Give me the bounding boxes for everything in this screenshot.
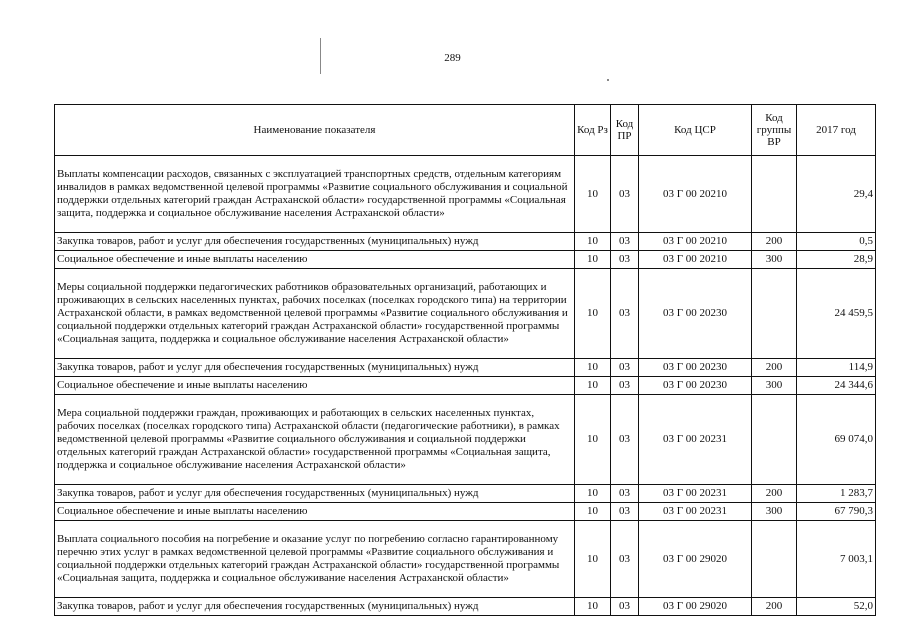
row-name: Закупка товаров, работ и услуг для обеспечения государственных (муниципальных) нужд bbox=[55, 485, 575, 503]
row-csr: 03 Г 00 20210 bbox=[639, 251, 752, 269]
row-csr: 03 Г 00 20231 bbox=[639, 503, 752, 521]
row-rz: 10 bbox=[575, 521, 611, 598]
row-value: 114,9 bbox=[797, 359, 876, 377]
row-vr bbox=[752, 156, 797, 233]
header-vr: Код группы ВР bbox=[752, 105, 797, 156]
row-pr: 03 bbox=[611, 598, 639, 616]
table-row bbox=[55, 503, 876, 521]
row-name: Закупка товаров, работ и услуг для обеспечения государственных (муниципальных) нужд bbox=[55, 598, 575, 616]
row-rz: 10 bbox=[575, 233, 611, 251]
row-pr: 03 bbox=[611, 521, 639, 598]
row-vr: 200 bbox=[752, 485, 797, 503]
table-row bbox=[55, 269, 876, 359]
row-value: 24 344,6 bbox=[797, 377, 876, 395]
header-pr: Код ПР bbox=[611, 105, 639, 156]
row-vr: 200 bbox=[752, 359, 797, 377]
row-csr: 03 Г 00 20230 bbox=[639, 269, 752, 359]
row-name: Выплата социального пособия на погребение и оказание услуг по погребению согласно гарантированному перечню этих услуг в рамках ведомственной целевой программы «Развитие социального обслуживания и социальной поддержки отдельных категорий граждан Астраханской области» государственной программы «Социальная защита, поддержка и социальное обслуживание населения Астраханской области» bbox=[55, 521, 575, 598]
table-header-row bbox=[55, 105, 876, 156]
scan-artifact-line bbox=[320, 38, 321, 74]
row-csr: 03 Г 00 20231 bbox=[639, 485, 752, 503]
row-name: Социальное обеспечение и иные выплаты населению bbox=[55, 251, 575, 269]
row-rz: 10 bbox=[575, 503, 611, 521]
row-value: 69 074,0 bbox=[797, 395, 876, 485]
header-name: Наименование показателя bbox=[55, 105, 575, 156]
header-csr: Код ЦСР bbox=[639, 105, 752, 156]
row-value: 67 790,3 bbox=[797, 503, 876, 521]
row-rz: 10 bbox=[575, 156, 611, 233]
table-row bbox=[55, 485, 876, 503]
row-name: Меры социальной поддержки педагогических работников образовательных организаций, работающих и проживающих в сельских населенных пунктах, рабочих поселках (поселках городского типа) на территории Астраханской области, в рамках ведомственной целевой программы «Развитие социального обслуживания и социальной поддержки отдельных категорий граждан Астраханской области» государственной программы «Социальная защита, поддержка и социальное обслуживание населения Астраханской области» bbox=[55, 269, 575, 359]
row-vr: 300 bbox=[752, 377, 797, 395]
row-csr: 03 Г 00 20230 bbox=[639, 359, 752, 377]
row-name: Мера социальной поддержки граждан, проживающих и работающих в сельских населенных пунктах, рабочих поселках (поселках городского типа) Астраханской области (педагогические работники), в рамках ведомственной целевой программы «Развитие социального обслуживания и социальной поддержки отдельных категорий граждан Астраханской области» государственной программы «Социальная защита, поддержка и социальное обслуживание населения Астраханской области» bbox=[55, 395, 575, 485]
row-vr: 200 bbox=[752, 598, 797, 616]
row-rz: 10 bbox=[575, 395, 611, 485]
row-vr bbox=[752, 395, 797, 485]
row-name: Выплаты компенсации расходов, связанных с эксплуатацией транспортных средств, отдельным категориям инвалидов в рамках ведомственной целевой программы «Развитие социального обслуживания и социальной поддержки отдельных категорий граждан Астраханской области» государственной программы «Социальная защита, поддержка и социальное обслуживание населения Астраханской области» bbox=[55, 156, 575, 233]
row-name: Социальное обеспечение и иные выплаты населению bbox=[55, 377, 575, 395]
row-csr: 03 Г 00 20210 bbox=[639, 233, 752, 251]
page-number: 289 bbox=[444, 52, 461, 64]
row-vr: 200 bbox=[752, 233, 797, 251]
row-pr: 03 bbox=[611, 395, 639, 485]
row-value: 52,0 bbox=[797, 598, 876, 616]
row-value: 28,9 bbox=[797, 251, 876, 269]
row-rz: 10 bbox=[575, 377, 611, 395]
row-value: 24 459,5 bbox=[797, 269, 876, 359]
table-row bbox=[55, 359, 876, 377]
table-row bbox=[55, 598, 876, 616]
row-value: 7 003,1 bbox=[797, 521, 876, 598]
row-csr: 03 Г 00 29020 bbox=[639, 521, 752, 598]
row-pr: 03 bbox=[611, 485, 639, 503]
row-csr: 03 Г 00 29020 bbox=[639, 598, 752, 616]
row-pr: 03 bbox=[611, 503, 639, 521]
row-value: 1 283,7 bbox=[797, 485, 876, 503]
row-name: Социальное обеспечение и иные выплаты населению bbox=[55, 503, 575, 521]
row-value: 0,5 bbox=[797, 233, 876, 251]
row-rz: 10 bbox=[575, 359, 611, 377]
row-rz: 10 bbox=[575, 269, 611, 359]
row-vr: 300 bbox=[752, 503, 797, 521]
header-rz: Код Рз bbox=[575, 105, 611, 156]
table-row bbox=[55, 251, 876, 269]
scan-artifact-dot bbox=[607, 79, 609, 81]
budget-table bbox=[54, 104, 876, 616]
row-csr: 03 Г 00 20210 bbox=[639, 156, 752, 233]
row-pr: 03 bbox=[611, 156, 639, 233]
row-rz: 10 bbox=[575, 598, 611, 616]
table-row bbox=[55, 395, 876, 485]
row-vr bbox=[752, 269, 797, 359]
row-name: Закупка товаров, работ и услуг для обеспечения государственных (муниципальных) нужд bbox=[55, 359, 575, 377]
row-vr bbox=[752, 521, 797, 598]
row-name: Закупка товаров, работ и услуг для обеспечения государственных (муниципальных) нужд bbox=[55, 233, 575, 251]
table-row bbox=[55, 233, 876, 251]
row-pr: 03 bbox=[611, 377, 639, 395]
row-rz: 10 bbox=[575, 251, 611, 269]
table-row bbox=[55, 377, 876, 395]
table-row bbox=[55, 156, 876, 233]
row-pr: 03 bbox=[611, 251, 639, 269]
header-year: 2017 год bbox=[797, 105, 876, 156]
row-vr: 300 bbox=[752, 251, 797, 269]
row-rz: 10 bbox=[575, 485, 611, 503]
row-csr: 03 Г 00 20231 bbox=[639, 395, 752, 485]
row-value: 29,4 bbox=[797, 156, 876, 233]
row-pr: 03 bbox=[611, 359, 639, 377]
row-csr: 03 Г 00 20230 bbox=[639, 377, 752, 395]
table-row bbox=[55, 521, 876, 598]
row-pr: 03 bbox=[611, 233, 639, 251]
row-pr: 03 bbox=[611, 269, 639, 359]
